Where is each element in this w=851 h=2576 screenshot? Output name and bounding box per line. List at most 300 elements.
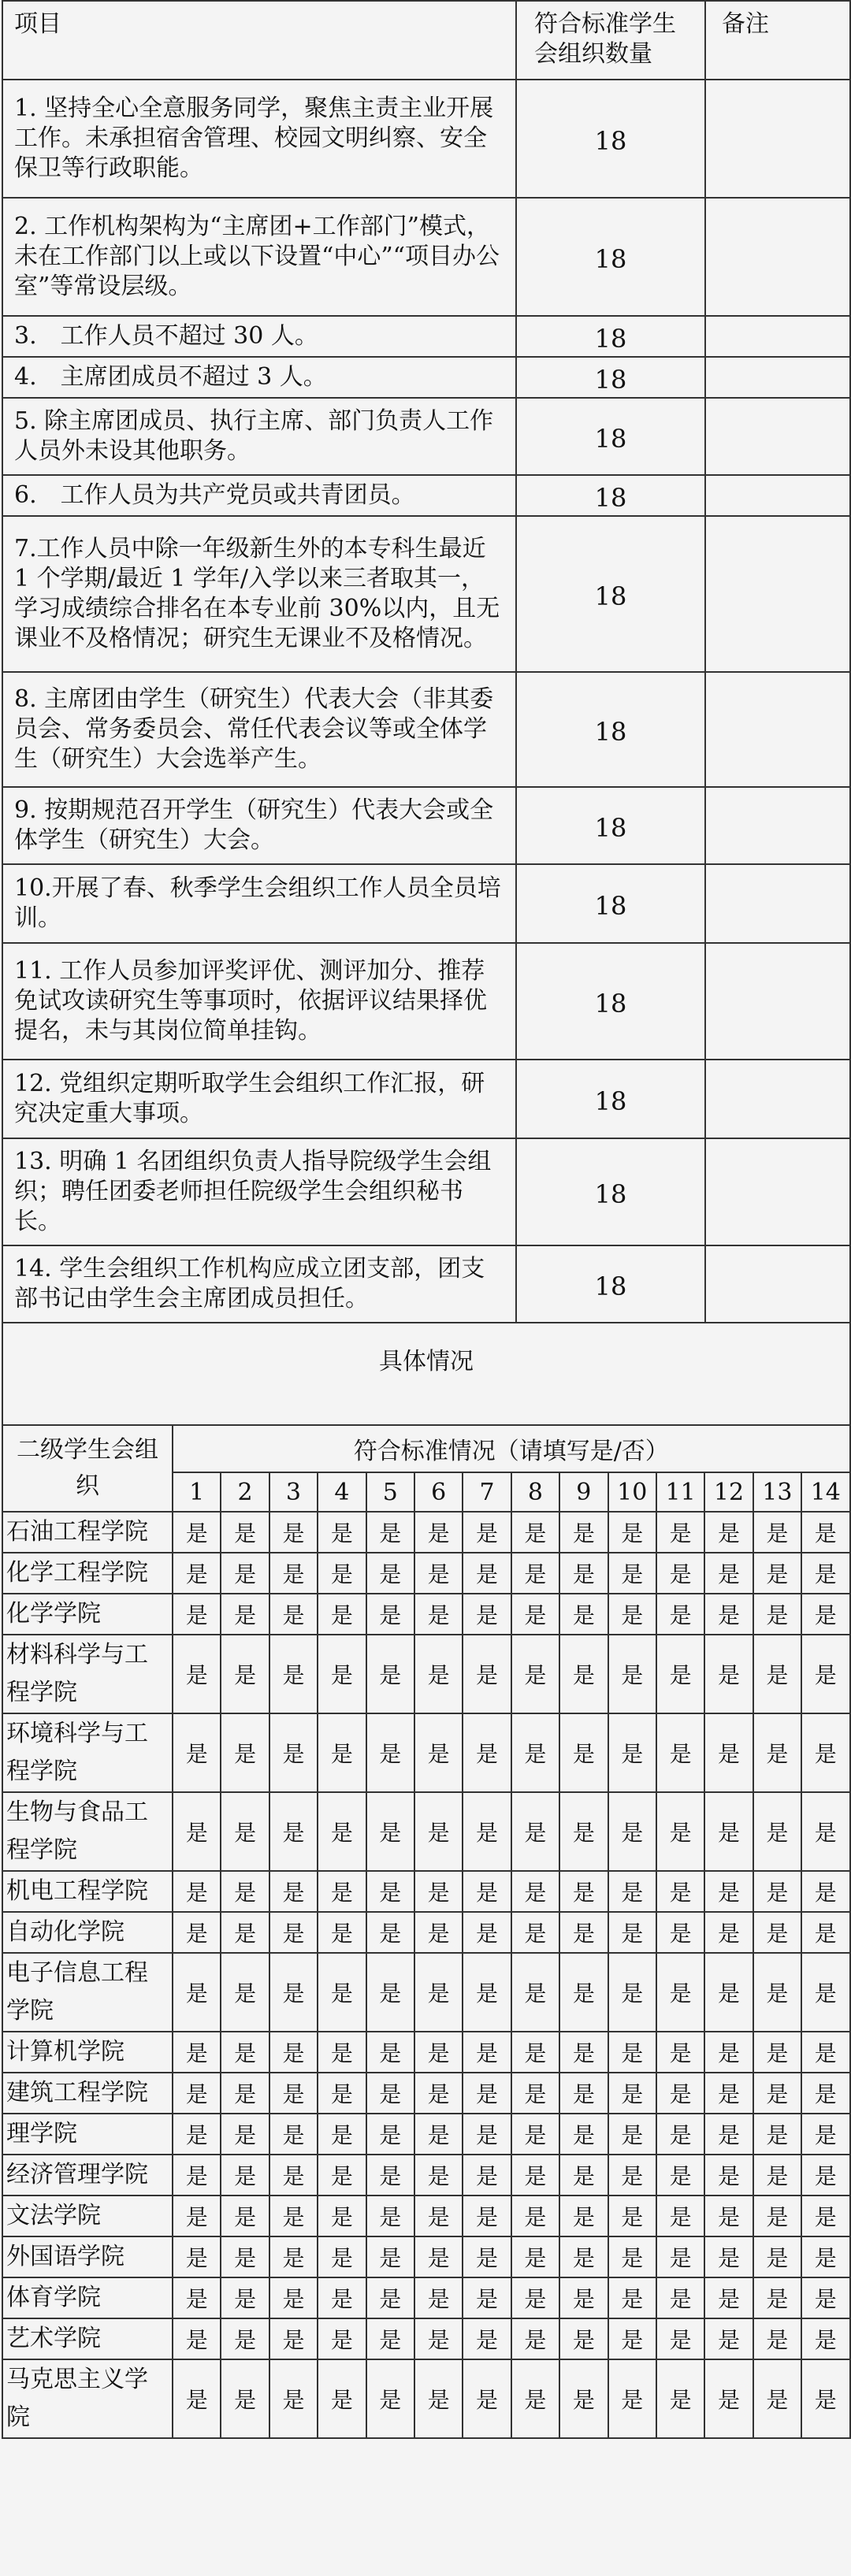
status-cell: 是 [704,2073,753,2114]
status-cell: 是 [463,2073,511,2114]
org-name: 理学院 [2,2114,173,2155]
status-cell: 是 [608,1713,656,1792]
criteria-count: 18 [516,475,705,516]
status-cell: 是 [221,1553,269,1594]
status-cell: 是 [608,2114,656,2155]
status-cell: 是 [801,1553,849,1594]
status-cell: 是 [753,1635,801,1713]
org-row [2,2032,850,2073]
status-cell: 是 [269,2277,318,2318]
criteria-note [705,787,850,864]
status-cell: 是 [656,1953,704,2032]
status-cell: 是 [318,1594,366,1635]
criteria-row [2,943,850,1060]
status-cell: 是 [511,2236,559,2277]
org-row [2,2155,850,2196]
status-cell: 是 [704,2318,753,2359]
status-cell: 是 [608,2318,656,2359]
status-cell: 是 [269,1512,318,1553]
status-cell: 是 [414,1792,463,1871]
criteria-note [705,475,850,516]
status-cell: 是 [221,1953,269,2032]
status-cell: 是 [318,1871,366,1912]
status-cell: 是 [221,2196,269,2236]
status-cell: 是 [269,1553,318,1594]
status-cell: 是 [463,1713,511,1792]
status-cell: 是 [173,2073,221,2114]
status-cell: 是 [173,1512,221,1553]
criteria-row [2,1245,850,1323]
criteria-text: 11. 工作人员参加评奖评优、测评加分、推荐免试攻读研究生等事项时，依据评议结果择优提名，未与其岗位简单挂钩。 [2,943,516,1060]
status-cell: 是 [801,2155,849,2196]
status-cell: 是 [559,1912,608,1953]
status-cell: 是 [559,1953,608,2032]
status-cell: 是 [801,2114,849,2155]
status-cell: 是 [414,1594,463,1635]
criteria-text: 12. 党组织定期听取学生会组织工作汇报，研究决定重大事项。 [2,1060,516,1138]
status-cell: 是 [511,1871,559,1912]
criteria-note [705,1245,850,1323]
status-cell: 是 [318,2236,366,2277]
status-cell: 是 [221,2359,269,2438]
criteria-text: 5. 除主席团成员、执行主席、部门负责人工作人员外未设其他职务。 [2,398,516,475]
criteria-header-row [2,1,850,80]
status-cell: 是 [366,1713,414,1792]
criteria-count: 18 [516,943,705,1060]
status-cell: 是 [511,1635,559,1713]
criteria-row [2,475,850,516]
status-cell: 是 [704,1553,753,1594]
status-cell: 是 [173,1594,221,1635]
status-cell: 是 [656,2277,704,2318]
status-cell: 是 [366,1953,414,2032]
status-cell: 是 [608,1792,656,1871]
status-cell: 是 [608,2236,656,2277]
status-cell: 是 [704,1635,753,1713]
status-cell: 是 [704,1953,753,2032]
status-cell: 是 [704,1871,753,1912]
org-header: 二级学生会组织 [2,1425,173,1512]
org-row [2,2277,850,2318]
status-cell: 是 [656,2318,704,2359]
status-cell: 是 [269,2155,318,2196]
header-item: 项目 [2,1,516,80]
criteria-count: 18 [516,398,705,475]
criteria-count: 18 [516,1138,705,1245]
status-cell: 是 [753,1871,801,1912]
criteria-row [2,357,850,398]
status-cell: 是 [559,1635,608,1713]
criteria-row [2,516,850,672]
status-cell: 是 [173,2032,221,2073]
criteria-count: 18 [516,672,705,787]
status-cell: 是 [559,1594,608,1635]
column-number: 2 [221,1472,269,1512]
status-cell: 是 [318,2155,366,2196]
status-cell: 是 [559,2359,608,2438]
status-cell: 是 [221,2155,269,2196]
criteria-count: 18 [516,316,705,357]
status-cell: 是 [559,1713,608,1792]
org-row [2,1635,850,1713]
status-cell: 是 [656,1553,704,1594]
status-cell: 是 [269,1713,318,1792]
criteria-text: 9. 按期规范召开学生（研究生）代表大会或全体学生（研究生）大会。 [2,787,516,864]
status-cell: 是 [704,1512,753,1553]
status-cell: 是 [753,1792,801,1871]
status-cell: 是 [559,2196,608,2236]
column-number: 9 [559,1472,608,1512]
org-row [2,2073,850,2114]
org-row [2,2318,850,2359]
status-cell: 是 [608,1594,656,1635]
status-cell: 是 [366,1871,414,1912]
status-cell: 是 [221,1594,269,1635]
status-cell: 是 [318,1553,366,1594]
status-cell: 是 [366,2114,414,2155]
status-cell: 是 [366,2032,414,2073]
criteria-note [705,672,850,787]
status-cell: 是 [318,2318,366,2359]
org-name: 计算机学院 [2,2032,173,2073]
criteria-row [2,80,850,198]
status-cell: 是 [511,1553,559,1594]
criteria-count: 18 [516,864,705,943]
criteria-row [2,316,850,357]
header-count: 符合标准学生会组织数量 [516,1,705,80]
status-cell: 是 [269,2114,318,2155]
status-cell: 是 [801,2277,849,2318]
status-cell: 是 [318,1713,366,1792]
status-cell: 是 [173,2196,221,2236]
status-cell: 是 [559,2318,608,2359]
criteria-row [2,398,850,475]
status-cell: 是 [269,1635,318,1713]
org-row [2,1871,850,1912]
status-cell: 是 [173,2359,221,2438]
status-cell: 是 [173,1953,221,2032]
status-cell: 是 [463,1912,511,1953]
org-row [2,2236,850,2277]
status-cell: 是 [656,1871,704,1912]
status-cell: 是 [704,1912,753,1953]
status-cell: 是 [173,1713,221,1792]
status-cell: 是 [608,2359,656,2438]
org-row [2,1512,850,1553]
status-cell: 是 [463,2196,511,2236]
status-cell: 是 [318,1512,366,1553]
criteria-note [705,516,850,672]
status-cell: 是 [318,2114,366,2155]
status-cell: 是 [463,2114,511,2155]
criteria-note [705,1060,850,1138]
status-cell: 是 [221,1713,269,1792]
criteria-row [2,1138,850,1245]
status-cell: 是 [559,1553,608,1594]
org-name: 文法学院 [2,2196,173,2236]
status-cell: 是 [463,1635,511,1713]
status-cell: 是 [704,1713,753,1792]
status-cell: 是 [801,1912,849,1953]
status-cell: 是 [608,2073,656,2114]
detail-title: 具体情况 [2,1323,850,1425]
status-cell: 是 [269,2318,318,2359]
status-cell: 是 [463,2236,511,2277]
status-cell: 是 [269,1871,318,1912]
status-cell: 是 [366,1512,414,1553]
column-number: 11 [656,1472,704,1512]
status-cell: 是 [221,2073,269,2114]
status-cell: 是 [463,2359,511,2438]
status-cell: 是 [656,2155,704,2196]
status-cell: 是 [511,2277,559,2318]
status-header: 符合标准情况（请填写是/否） [173,1425,850,1472]
status-cell: 是 [559,1792,608,1871]
status-cell: 是 [173,1871,221,1912]
status-cell: 是 [704,2236,753,2277]
status-cell: 是 [269,2236,318,2277]
status-cell: 是 [173,2155,221,2196]
status-cell: 是 [366,1912,414,1953]
column-number: 4 [318,1472,366,1512]
status-cell: 是 [463,2155,511,2196]
status-cell: 是 [269,1594,318,1635]
status-cell: 是 [559,1871,608,1912]
status-cell: 是 [608,1553,656,1594]
status-cell: 是 [704,2196,753,2236]
org-name: 化学工程学院 [2,1553,173,1594]
column-number: 13 [753,1472,801,1512]
status-cell: 是 [511,1512,559,1553]
column-number: 7 [463,1472,511,1512]
criteria-row [2,1060,850,1138]
status-cell: 是 [414,1635,463,1713]
status-cell: 是 [366,1635,414,1713]
status-cell: 是 [463,2277,511,2318]
status-cell: 是 [221,2114,269,2155]
column-number: 1 [173,1472,221,1512]
status-cell: 是 [753,2318,801,2359]
status-cell: 是 [704,2114,753,2155]
status-cell: 是 [511,1594,559,1635]
status-cell: 是 [753,2236,801,2277]
status-cell: 是 [511,2114,559,2155]
org-name: 艺术学院 [2,2318,173,2359]
status-cell: 是 [608,1871,656,1912]
status-cell: 是 [656,1635,704,1713]
status-cell: 是 [414,2073,463,2114]
status-cell: 是 [463,1594,511,1635]
status-cell: 是 [463,1553,511,1594]
status-cell: 是 [753,2114,801,2155]
status-cell: 是 [173,2318,221,2359]
status-cell: 是 [318,2196,366,2236]
criteria-text: 1. 坚持全心全意服务同学，聚焦主责主业开展工作。未承担宿舍管理、校园文明纠察、安全保卫等行政职能。 [2,80,516,198]
criteria-row [2,864,850,943]
status-cell: 是 [366,2073,414,2114]
criteria-note [705,357,850,398]
status-cell: 是 [753,1713,801,1792]
status-cell: 是 [173,2277,221,2318]
criteria-note [705,1138,850,1245]
status-cell: 是 [801,1792,849,1871]
status-cell: 是 [608,1635,656,1713]
status-cell: 是 [704,2277,753,2318]
status-cell: 是 [559,2277,608,2318]
status-cell: 是 [173,1635,221,1713]
status-cell: 是 [221,2236,269,2277]
status-cell: 是 [221,2318,269,2359]
criteria-count: 18 [516,1245,705,1323]
status-cell: 是 [559,2155,608,2196]
status-cell: 是 [318,2277,366,2318]
status-cell: 是 [221,2277,269,2318]
status-cell: 是 [269,2359,318,2438]
status-cell: 是 [414,1553,463,1594]
status-cell: 是 [753,2155,801,2196]
status-cell: 是 [414,2359,463,2438]
org-row [2,1912,850,1953]
status-cell: 是 [801,1713,849,1792]
status-cell: 是 [608,2277,656,2318]
status-cell: 是 [511,2318,559,2359]
status-cell: 是 [414,2277,463,2318]
status-cell: 是 [704,1594,753,1635]
org-name: 环境科学与工程学院 [2,1713,173,1792]
status-cell: 是 [463,1792,511,1871]
status-cell: 是 [801,2032,849,2073]
status-cell: 是 [221,2032,269,2073]
criteria-note [705,864,850,943]
criteria-text: 2. 工作机构架构为“主席团+工作部门”模式，未在工作部门以上或以下设置“中心”“项目办公室”等常设层级。 [2,198,516,316]
status-cell: 是 [318,1635,366,1713]
status-cell: 是 [511,1792,559,1871]
status-cell: 是 [463,1512,511,1553]
status-cell: 是 [414,2032,463,2073]
status-cell: 是 [608,2032,656,2073]
status-cell: 是 [801,1871,849,1912]
status-cell: 是 [801,2073,849,2114]
status-cell: 是 [221,1912,269,1953]
column-number: 12 [704,1472,753,1512]
org-row [2,1713,850,1792]
criteria-text: 4. 主席团成员不超过 3 人。 [2,357,516,398]
status-cell: 是 [753,2196,801,2236]
org-name: 经济管理学院 [2,2155,173,2196]
status-cell: 是 [559,2236,608,2277]
status-cell: 是 [704,2155,753,2196]
status-cell: 是 [173,1553,221,1594]
status-cell: 是 [269,2032,318,2073]
status-cell: 是 [656,2196,704,2236]
status-cell: 是 [318,1912,366,1953]
status-cell: 是 [559,2114,608,2155]
status-cell: 是 [269,2073,318,2114]
status-cell: 是 [221,1871,269,1912]
status-cell: 是 [753,1594,801,1635]
org-name: 化学学院 [2,1594,173,1635]
status-cell: 是 [559,1512,608,1553]
org-name: 外国语学院 [2,2236,173,2277]
status-cell: 是 [656,2032,704,2073]
status-cell: 是 [801,2318,849,2359]
column-number: 3 [269,1472,318,1512]
status-cell: 是 [608,2155,656,2196]
status-cell: 是 [414,1871,463,1912]
status-cell: 是 [269,1912,318,1953]
status-cell: 是 [511,2359,559,2438]
org-name: 马克思主义学院 [2,2359,173,2438]
status-cell: 是 [269,1953,318,2032]
status-cell: 是 [801,2196,849,2236]
org-row [2,1553,850,1594]
criteria-note [705,398,850,475]
status-cell: 是 [318,2359,366,2438]
org-row [2,2359,850,2438]
status-cell: 是 [704,1792,753,1871]
status-cell: 是 [753,2032,801,2073]
column-number: 6 [414,1472,463,1512]
status-cell: 是 [269,2196,318,2236]
criteria-text: 8. 主席团由学生（研究生）代表大会（非其委员会、常务委员会、常任代表会议等或全体学生（研究生）大会选举产生。 [2,672,516,787]
status-cell: 是 [753,2359,801,2438]
status-cell: 是 [366,1553,414,1594]
detail-title-row [2,1323,850,1425]
org-row [2,1953,850,2032]
criteria-count: 18 [516,357,705,398]
status-cell: 是 [656,2236,704,2277]
status-cell: 是 [463,1953,511,2032]
status-cell: 是 [511,1953,559,2032]
criteria-count: 18 [516,516,705,672]
org-row [2,2196,850,2236]
status-cell: 是 [414,2318,463,2359]
status-cell: 是 [608,2196,656,2236]
status-cell: 是 [318,2073,366,2114]
status-cell: 是 [366,2155,414,2196]
status-cell: 是 [656,2114,704,2155]
criteria-text: 3. 工作人员不超过 30 人。 [2,316,516,357]
status-cell: 是 [221,1792,269,1871]
criteria-count: 18 [516,787,705,864]
status-cell: 是 [559,2073,608,2114]
status-cell: 是 [414,2196,463,2236]
org-name: 自动化学院 [2,1912,173,1953]
org-name: 体育学院 [2,2277,173,2318]
status-cell: 是 [463,1871,511,1912]
status-cell: 是 [463,2032,511,2073]
org-name: 材料科学与工程学院 [2,1635,173,1713]
criteria-note [705,198,850,316]
status-cell: 是 [318,1792,366,1871]
status-cell: 是 [511,2073,559,2114]
status-cell: 是 [366,2359,414,2438]
detail-header-row [2,1425,850,1472]
criteria-row [2,787,850,864]
status-cell: 是 [414,2155,463,2196]
status-cell: 是 [656,1512,704,1553]
detail-table [2,1424,851,2439]
column-number: 14 [801,1472,849,1512]
org-row [2,1594,850,1635]
status-cell: 是 [559,2032,608,2073]
status-cell: 是 [801,1594,849,1635]
status-cell: 是 [414,2236,463,2277]
status-cell: 是 [463,2318,511,2359]
header-note: 备注 [705,1,850,80]
status-cell: 是 [366,2318,414,2359]
criteria-text: 13. 明确 1 名团组织负责人指导院级学生会组织；聘任团委老师担任院级学生会组织秘书长。 [2,1138,516,1245]
